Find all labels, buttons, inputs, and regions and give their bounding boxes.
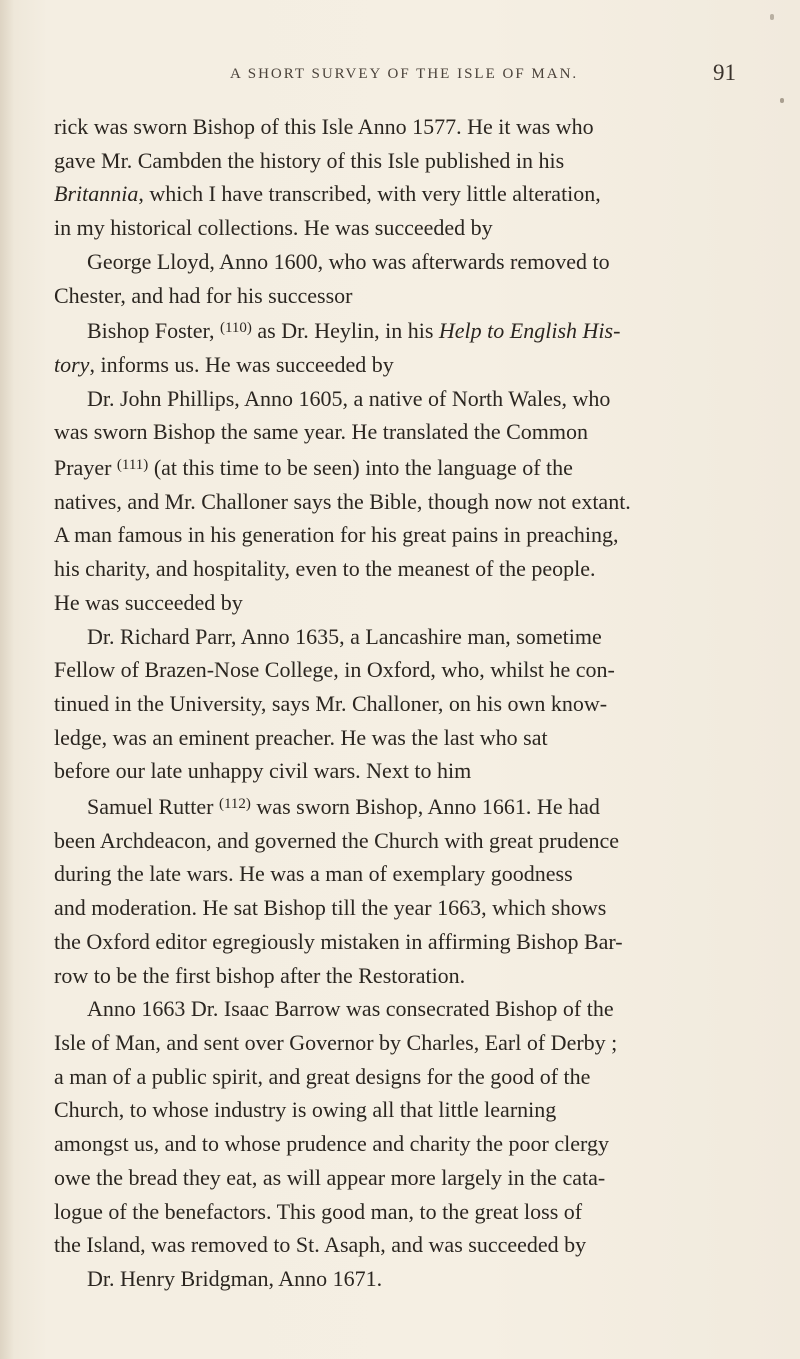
text-segment: as Dr. Heylin, in his [251,318,439,344]
italic-text: Britannia [54,181,139,207]
page-gutter-shadow [0,0,14,1359]
text-line: rick was sworn Bishop of this Isle Anno 1577. He it was who [54,114,594,139]
text-line: Anno 1663 Dr. Isaac Barrow was consecrated Bishop of the [87,996,614,1022]
footnote-ref: (111) [116,457,149,474]
text-line: owe the bread they eat, as will appear more largely in the cata- [54,1164,606,1190]
text-segment: (at this time to be seen) into the language of the [148,455,573,481]
text-line [54,788,754,824]
text-line: was sworn Bishop the same year. He translated the Common [54,419,589,445]
text-segment: Samuel Rutter [87,794,219,820]
text-line: A man famous in his generation for his great pains in preaching, [54,522,619,548]
text-line: Chester, and had for his successor [54,282,353,308]
text-line: his charity, and hospitality, even to the meanest of the people. [54,556,596,582]
text-line: ledge, was an eminent preacher. He was the last who sat [54,724,548,750]
text-line: Church, to whose industry is owing all that little learning [54,1097,557,1123]
text-line: gave Mr. Cambden the history of this Isle published in his [54,147,565,173]
footnote-ref: (112) [218,796,251,813]
text-line: the Island, was removed to St. Asaph, and was succeeded by [54,1232,587,1258]
footnote-ref: (110) [219,320,252,337]
body-text [54,110,754,1296]
text-segment: was sworn Bishop, Anno 1661. He had [250,794,600,820]
text-line: Fellow of Brazen-Nose College, in Oxford, who, whilst he con- [54,657,615,683]
text-line [54,312,754,348]
text-line [54,348,754,382]
italic-text: Help to English His- [438,318,621,344]
text-segment: Prayer [54,455,117,481]
text-line: been Archdeacon, and governed the Church with great prudence [54,827,620,853]
text-line: during the late wars. He was a man of exemplary goodness [54,861,573,887]
page-number: 91 [713,60,736,85]
text-line: logue of the benefactors. This good man, to the great loss of [54,1198,583,1224]
text-line: Isle of Man, and sent over Governor by Charles, Earl of Derby ; [54,1029,618,1055]
text-segment: Bishop Foster, [87,318,220,344]
text-segment: , informs us. He was succeeded by [89,351,394,377]
text-segment: , which I have transcribed, with very little alteration, [138,181,601,207]
text-line: and moderation. He sat Bishop till the year 1663, which shows [54,895,607,921]
text-line: amongst us, and to whose prudence and charity the poor clergy [54,1131,609,1157]
text-line: He was succeeded by [54,589,243,615]
text-line: the Oxford editor egregiously mistaken in affirming Bishop Bar- [54,928,623,954]
italic-text: tory [54,351,90,377]
text-line: in my historical collections. He was succeeded by [54,215,493,241]
text-line: tinued in the University, says Mr. Challoner, on his own know- [54,690,608,716]
text-line: a man of a public spirit, and great designs for the good of the [54,1063,591,1089]
text-line: Dr. John Phillips, Anno 1605, a native of North Wales, who [87,385,611,411]
text-line: row to be the first bishop after the Restoration. [54,962,466,988]
text-line: Dr. Richard Parr, Anno 1635, a Lancashire man, sometime [87,623,602,649]
text-line: before our late unhappy civil wars. Next to him [54,758,472,784]
text-line [54,449,754,485]
text-line [54,177,754,211]
text-line: Dr. Henry Bridgman, Anno 1671. [87,1265,383,1291]
text-line: George Lloyd, Anno 1600, who was afterwards removed to [87,248,610,274]
paper-speck [780,98,784,103]
running-header: A SHORT SURVEY OF THE ISLE OF MAN. [230,66,579,82]
text-line: natives, and Mr. Challoner says the Bible, though now not extant. [54,488,631,514]
paper-speck [770,14,774,20]
